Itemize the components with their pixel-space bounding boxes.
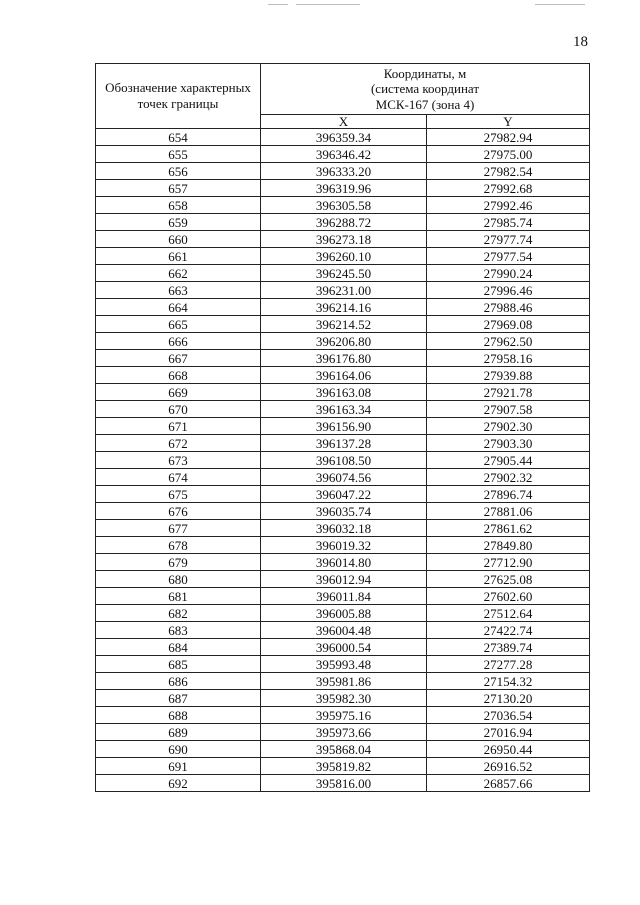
y-coordinate-cell: 27977.54 [427,248,590,265]
x-coordinate-cell: 396163.34 [261,401,427,418]
point-cell: 680 [96,571,261,588]
table-row [96,248,590,265]
x-coordinate-cell: 395973.66 [261,724,427,741]
y-coordinate-cell: 27277.28 [427,656,590,673]
point-cell: 687 [96,690,261,707]
y-coordinate-cell: 27996.46 [427,282,590,299]
x-coordinate-cell: 396011.84 [261,588,427,605]
y-coordinate-cell: 27988.46 [427,299,590,316]
table-row [96,486,590,503]
y-coordinate-cell: 27154.32 [427,673,590,690]
point-cell: 677 [96,520,261,537]
y-coordinate-cell: 27849.80 [427,537,590,554]
x-coordinate-cell: 396245.50 [261,265,427,282]
y-coordinate-cell: 27016.94 [427,724,590,741]
point-cell: 665 [96,316,261,333]
y-coordinate-cell: 27422.74 [427,622,590,639]
table-row [96,554,590,571]
point-cell: 675 [96,486,261,503]
scan-artifact [268,4,288,5]
x-coordinate-cell: 396288.72 [261,214,427,231]
table-row [96,180,590,197]
table-row [96,299,590,316]
y-coordinate-cell: 27861.62 [427,520,590,537]
coordinates-header [261,64,590,115]
point-cell: 666 [96,333,261,350]
y-coordinate-cell: 27625.08 [427,571,590,588]
point-cell: 681 [96,588,261,605]
x-coordinate-cell: 396014.80 [261,554,427,571]
y-coordinate-cell: 27975.00 [427,146,590,163]
table-row [96,367,590,384]
table-row [96,265,590,282]
point-cell: 685 [96,656,261,673]
point-designation-text: Обозначение характерных точек границы [105,80,251,111]
point-cell: 676 [96,503,261,520]
point-cell: 664 [96,299,261,316]
point-cell: 654 [96,129,261,146]
point-cell: 674 [96,469,261,486]
x-coordinate-cell: 396163.08 [261,384,427,401]
table-row [96,469,590,486]
table-row [96,520,590,537]
x-coordinate-cell: 396214.16 [261,299,427,316]
y-coordinate-cell: 27902.30 [427,418,590,435]
point-cell: 692 [96,775,261,792]
x-coordinate-cell: 396156.90 [261,418,427,435]
table-row [96,775,590,792]
page-number: 18 [573,34,588,50]
x-coordinate-cell: 396231.00 [261,282,427,299]
point-cell: 658 [96,197,261,214]
table-row [96,350,590,367]
point-cell: 655 [96,146,261,163]
point-cell: 656 [96,163,261,180]
y-coordinate-cell: 27712.90 [427,554,590,571]
x-coordinate-cell: 395816.00 [261,775,427,792]
y-coordinate-cell: 27905.44 [427,452,590,469]
point-cell: 683 [96,622,261,639]
table-row [96,673,590,690]
table-row [96,384,590,401]
y-coordinate-cell: 27969.08 [427,316,590,333]
table-row [96,452,590,469]
table-row [96,707,590,724]
y-coordinate-cell: 27990.24 [427,265,590,282]
x-coordinate-cell: 395981.86 [261,673,427,690]
y-coordinate-cell: 27985.74 [427,214,590,231]
table-row [96,605,590,622]
point-cell: 682 [96,605,261,622]
x-coordinate-cell: 396012.94 [261,571,427,588]
coordinate-system: (система координат [370,81,480,97]
point-cell: 679 [96,554,261,571]
y-coordinate-cell: 27389.74 [427,639,590,656]
point-cell: 661 [96,248,261,265]
table-row [96,571,590,588]
x-coordinate-cell: 396004.48 [261,622,427,639]
point-cell: 660 [96,231,261,248]
table-row [96,622,590,639]
x-coordinate-cell: 396137.28 [261,435,427,452]
point-cell: 668 [96,367,261,384]
coordinates-body [96,129,590,792]
table-row [96,401,590,418]
y-column-header: Y [427,115,590,129]
point-cell: 663 [96,282,261,299]
y-coordinate-cell: 27982.94 [427,129,590,146]
point-cell: 684 [96,639,261,656]
table-row [96,316,590,333]
table-row [96,503,590,520]
y-coordinate-cell: 27130.20 [427,690,590,707]
x-coordinate-cell: 396000.54 [261,639,427,656]
x-coordinate-cell: 395868.04 [261,741,427,758]
table-row [96,197,590,214]
y-coordinate-cell: 27903.30 [427,435,590,452]
x-coordinate-cell: 396035.74 [261,503,427,520]
table-row [96,435,590,452]
coordinates-table [95,63,590,792]
x-coordinate-cell: 396176.80 [261,350,427,367]
x-coordinate-cell: 396047.22 [261,486,427,503]
point-cell: 686 [96,673,261,690]
coordinate-zone: МСК-167 (зона 4) [375,96,475,112]
point-designation-header [96,64,261,129]
x-coordinate-cell: 396346.42 [261,146,427,163]
point-cell: 678 [96,537,261,554]
x-coordinate-cell: 395993.48 [261,656,427,673]
table-row [96,146,590,163]
y-coordinate-cell: 27977.74 [427,231,590,248]
point-cell: 673 [96,452,261,469]
table-row [96,333,590,350]
y-coordinate-cell: 27881.06 [427,503,590,520]
table-row [96,588,590,605]
x-coordinate-cell: 396260.10 [261,248,427,265]
x-coordinate-cell: 396005.88 [261,605,427,622]
coordinates-title: Координаты, м [383,65,467,81]
table-row [96,418,590,435]
point-cell: 689 [96,724,261,741]
x-coordinate-cell: 396319.96 [261,180,427,197]
point-cell: 669 [96,384,261,401]
point-cell: 671 [96,418,261,435]
y-coordinate-cell: 26916.52 [427,758,590,775]
y-coordinate-cell: 27939.88 [427,367,590,384]
x-coordinate-cell: 396074.56 [261,469,427,486]
y-coordinate-cell: 27512.64 [427,605,590,622]
y-coordinate-cell: 27921.78 [427,384,590,401]
table-row [96,690,590,707]
y-coordinate-cell: 27982.54 [427,163,590,180]
x-coordinate-cell: 395819.82 [261,758,427,775]
x-coordinate-cell: 395975.16 [261,707,427,724]
table-row [96,163,590,180]
table-row [96,231,590,248]
y-coordinate-cell: 27036.54 [427,707,590,724]
table-row [96,214,590,231]
x-coordinate-cell: 396359.34 [261,129,427,146]
table-row [96,639,590,656]
table-row [96,129,590,146]
y-coordinate-cell: 26950.44 [427,741,590,758]
point-cell: 688 [96,707,261,724]
x-coordinate-cell: 396164.06 [261,367,427,384]
table-row [96,741,590,758]
point-cell: 672 [96,435,261,452]
y-coordinate-cell: 27958.16 [427,350,590,367]
y-coordinate-cell: 27602.60 [427,588,590,605]
x-coordinate-cell: 396333.20 [261,163,427,180]
table-row [96,656,590,673]
x-coordinate-cell: 396019.32 [261,537,427,554]
y-coordinate-cell: 27992.68 [427,180,590,197]
point-cell: 662 [96,265,261,282]
point-cell: 691 [96,758,261,775]
x-coordinate-cell: 396206.80 [261,333,427,350]
y-coordinate-cell: 27962.50 [427,333,590,350]
x-column-header: X [261,115,427,129]
point-cell: 670 [96,401,261,418]
y-coordinate-cell: 27902.32 [427,469,590,486]
scan-artifact [535,4,585,5]
x-coordinate-cell: 396108.50 [261,452,427,469]
point-cell: 657 [96,180,261,197]
x-coordinate-cell: 396305.58 [261,197,427,214]
y-coordinate-cell: 27907.58 [427,401,590,418]
x-coordinate-cell: 396273.18 [261,231,427,248]
y-coordinate-cell: 26857.66 [427,775,590,792]
point-cell: 690 [96,741,261,758]
point-cell: 667 [96,350,261,367]
table-row [96,537,590,554]
x-coordinate-cell: 396032.18 [261,520,427,537]
y-coordinate-cell: 27896.74 [427,486,590,503]
table-row [96,724,590,741]
scan-artifact [296,4,360,5]
table-row [96,758,590,775]
point-cell: 659 [96,214,261,231]
table-row [96,282,590,299]
x-coordinate-cell: 396214.52 [261,316,427,333]
y-coordinate-cell: 27992.46 [427,197,590,214]
x-coordinate-cell: 395982.30 [261,690,427,707]
